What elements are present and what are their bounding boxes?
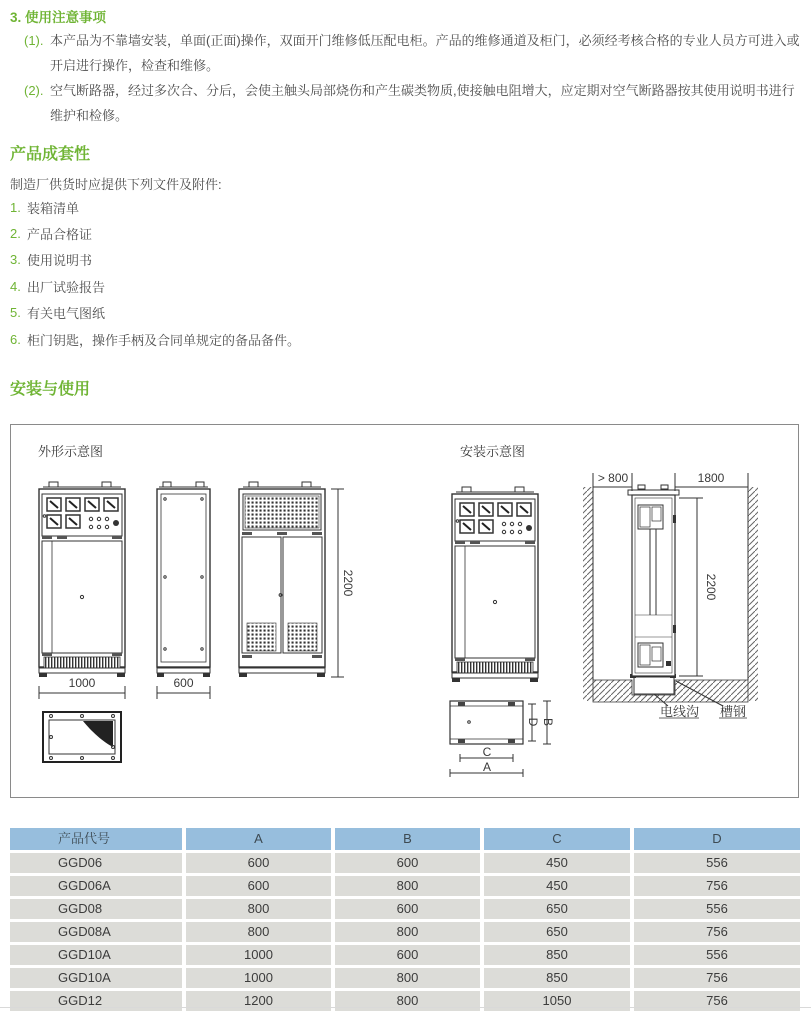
document-item-number: 3.	[10, 252, 21, 268]
table-header-cell: C	[484, 828, 630, 850]
product-code-cell: GGD10A	[10, 968, 182, 988]
dimension-value-cell: 1000	[186, 945, 331, 965]
document-item-number: 6.	[10, 331, 21, 347]
cable-trench-label: 电线沟	[660, 704, 700, 719]
cabinet-plan-view	[43, 712, 121, 762]
cabinet-side-view	[157, 482, 210, 677]
installation-heading: 安装与使用	[10, 381, 91, 398]
cabinet-section	[628, 485, 679, 676]
product-code-cell: GGD12	[10, 991, 182, 1011]
dimension-value-cell: 1050	[484, 991, 630, 1011]
document-item-text: 出厂试验报告	[27, 279, 106, 295]
document-item-number: 2.	[10, 226, 21, 242]
table-header-cell: 产品代号	[10, 828, 182, 850]
document-list-item	[10, 326, 790, 352]
outline-height-value: 2200	[341, 569, 355, 597]
install-height-dimension	[679, 498, 703, 676]
dimension-value-cell: 600	[335, 853, 480, 873]
document-list	[10, 194, 790, 352]
dimension-value-cell: 756	[634, 968, 800, 988]
document-list-item	[10, 273, 790, 299]
dimension-value-cell: 756	[634, 922, 800, 942]
note-item	[24, 78, 800, 128]
product-code-cell: GGD10A	[10, 945, 182, 965]
dimension-value-cell: 850	[484, 945, 630, 965]
page-bottom-divider	[0, 1007, 811, 1008]
document-list-item	[10, 194, 790, 220]
diagram-panel	[10, 424, 799, 798]
note-text: 本产品为不靠墙安装，单面(正面)操作，双面开门维修低压配电柜。产品的维修通道及柜门，必须经考核合格的专业人员方可进入或开启进行操作，检查和维修。	[50, 33, 800, 73]
dimension-value-cell: 556	[634, 853, 800, 873]
notes-list	[24, 28, 800, 128]
dimension-value-cell: 556	[634, 899, 800, 919]
dimension-value-cell: 600	[186, 876, 331, 896]
document-item-number: 5.	[10, 305, 21, 321]
install-height-value: 2200	[704, 573, 718, 601]
dimension-value-cell: 756	[634, 991, 800, 1011]
document-item-text: 使用说明书	[27, 253, 93, 269]
cable-trench	[634, 677, 674, 694]
plan-inner-depth-label: D	[526, 717, 540, 727]
dimension-value-cell: 756	[634, 876, 800, 896]
wall-hatch-right	[748, 487, 758, 701]
note-number: (1).	[24, 33, 44, 48]
dimension-value-cell: 600	[335, 945, 480, 965]
channel-steel-label: 槽钢	[720, 704, 747, 719]
cabinet-plan-dim-view	[450, 701, 523, 744]
front-width-value: 1000	[68, 676, 96, 690]
note-text: 空气断路器，经过多次合、分后，会使主触头局部烧伤和产生碳类物质,使接触电阻增大，应定期对空气断路器按其使用说明书进行维护和检修。	[50, 83, 795, 123]
product-code-cell: GGD08A	[10, 922, 182, 942]
dimension-value-cell: 600	[186, 853, 331, 873]
dimension-table	[10, 828, 800, 1011]
right-clearance-value: 1800	[697, 471, 725, 485]
dimension-value-cell: 556	[634, 945, 800, 965]
notes-heading: 3. 使用注意事项	[10, 10, 107, 25]
dimension-value-cell: 600	[335, 899, 480, 919]
completeness-heading: 产品成套性	[10, 146, 91, 163]
dimension-value-cell: 800	[335, 876, 480, 896]
product-code-cell: GGD08	[10, 899, 182, 919]
dimension-value-cell: 800	[335, 991, 480, 1011]
document-list-item	[10, 300, 790, 326]
note-item	[24, 28, 800, 78]
plan-inner-width-label: C	[482, 745, 492, 759]
side-depth-value: 600	[173, 676, 194, 690]
dimension-value-cell: 450	[484, 853, 630, 873]
document-list-item	[10, 247, 790, 273]
dimension-value-cell: 450	[484, 876, 630, 896]
table-header-cell: A	[186, 828, 331, 850]
wall-hatch-left	[583, 487, 593, 701]
left-clearance-value: > 800	[597, 471, 629, 485]
product-code-cell: GGD06	[10, 853, 182, 873]
installation-side-view	[583, 471, 758, 719]
document-item-text: 有关电气图纸	[27, 306, 106, 322]
plan-outer-depth-label: B	[541, 717, 555, 727]
dimension-value-cell: 1200	[186, 991, 331, 1011]
document-list-item	[10, 220, 790, 246]
dimension-value-cell: 800	[335, 968, 480, 988]
document-item-text: 产品合格证	[27, 227, 93, 243]
product-code-cell: GGD06A	[10, 876, 182, 896]
note-number: (2).	[24, 83, 44, 98]
document-item-number: 4.	[10, 278, 21, 294]
dimension-value-cell: 650	[484, 922, 630, 942]
plan-outer-width-label: A	[482, 760, 492, 774]
dimension-value-cell: 800	[335, 922, 480, 942]
document-item-text: 柜门钥匙，操作手柄及合同单规定的备品备件。	[27, 332, 301, 348]
cabinet-rear-view	[239, 482, 325, 677]
outline-diagram-label: 外形示意图	[38, 444, 104, 459]
completeness-intro: 制造厂供货时应提供下列文件及附件:	[10, 177, 222, 192]
table-header-cell: D	[634, 828, 800, 850]
install-diagram-label: 安装示意图	[460, 444, 526, 459]
dimension-value-cell: 800	[186, 922, 331, 942]
document-item-text: 装箱清单	[27, 200, 80, 216]
document-item-number: 1.	[10, 199, 21, 215]
dimension-value-cell: 1000	[186, 968, 331, 988]
technical-drawing	[11, 425, 798, 797]
dimension-value-cell: 800	[186, 899, 331, 919]
dimension-value-cell: 650	[484, 899, 630, 919]
table-header-cell: B	[335, 828, 480, 850]
cabinet-front-view	[39, 482, 125, 677]
cabinet-front-view-install	[452, 487, 538, 682]
dimension-value-cell: 850	[484, 968, 630, 988]
